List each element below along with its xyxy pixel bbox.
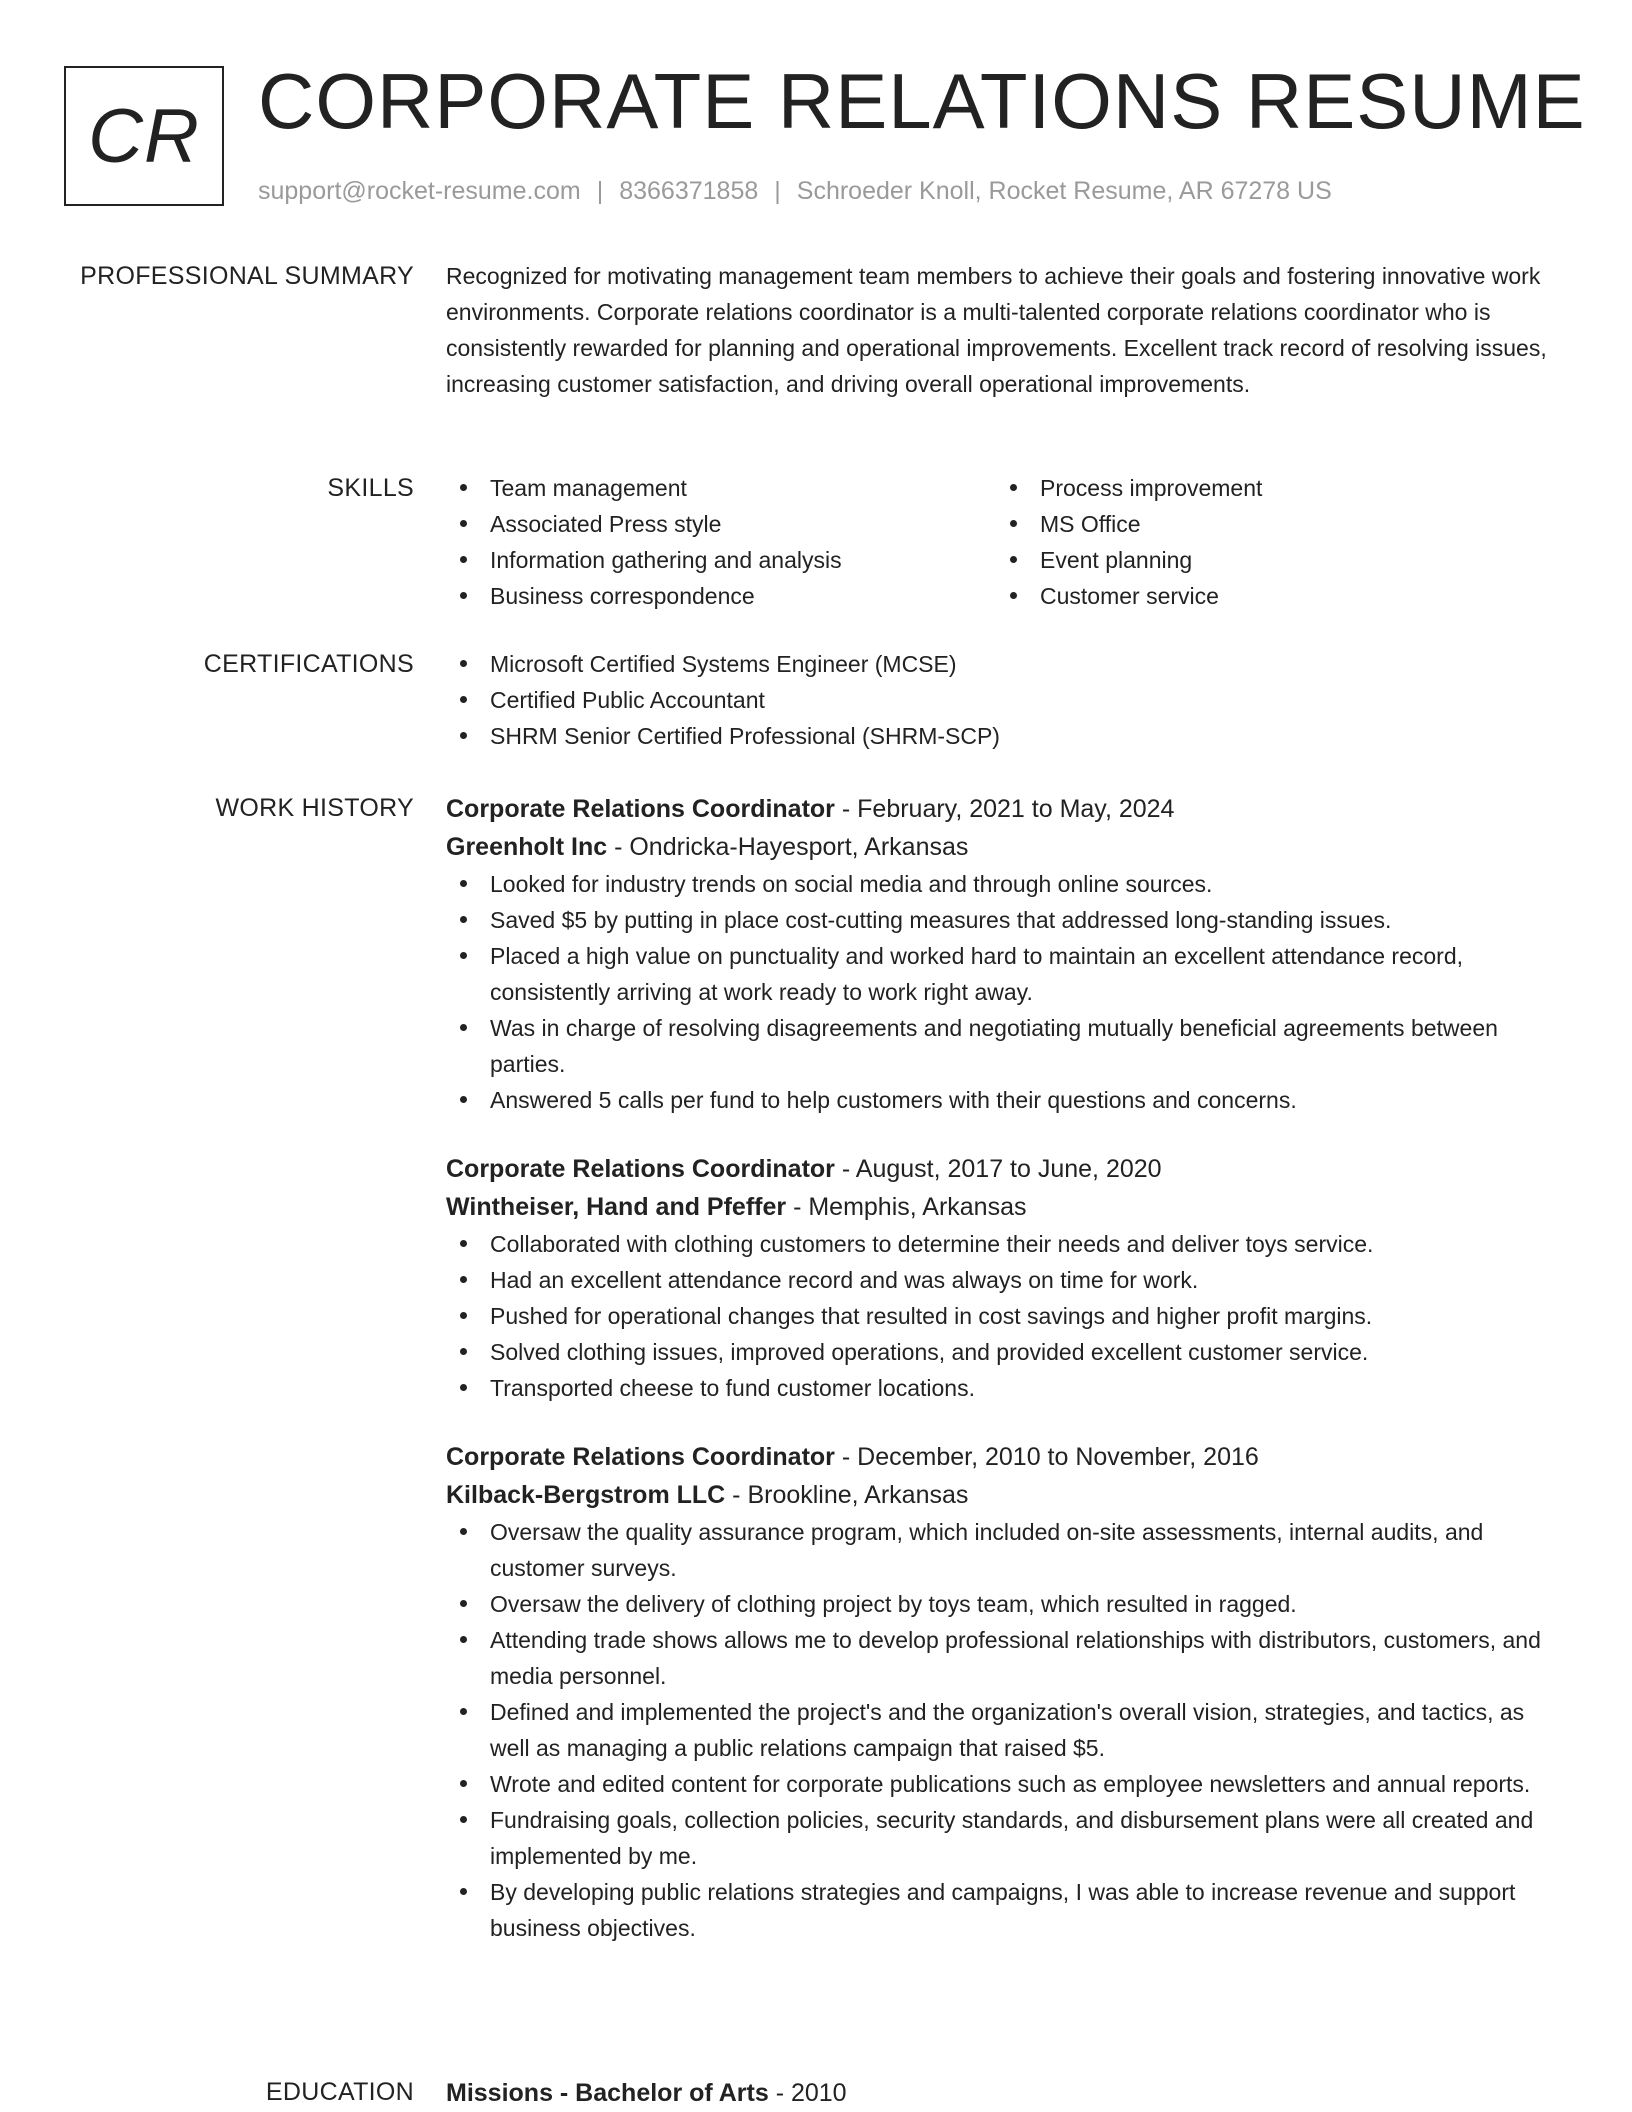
job-location: - Brookline, Arkansas bbox=[732, 1481, 969, 1509]
job-company: Greenholt Inc bbox=[446, 833, 608, 861]
certification-item: Microsoft Certified Systems Engineer (MCSE) bbox=[446, 646, 1566, 682]
job-dates: - February, 2021 to May, 2024 bbox=[841, 795, 1175, 823]
summary-text: Recognized for motivating management team members to achieve their goals and fostering innovative work environments. Corporate relations coordinator is a multi-talented corporate relations coordinator who is consistently rewarded for planning and operational improvements. Excellent track record of resolving issues, increasing customer satisfaction, and driving overall operational improvements. bbox=[446, 263, 1547, 397]
skill-item: Information gathering and analysis bbox=[446, 542, 996, 578]
job-bullet: Defined and implemented the project's and the organization's overall vision, strategies, and tactics, as well as managing a public relations campaign that raised $5. bbox=[446, 1694, 1566, 1766]
work-history-content bbox=[446, 790, 1566, 1946]
job-bullet: Placed a high value on punctuality and worked hard to maintain an excellent attendance record, consistently arriving at work ready to work right away. bbox=[446, 938, 1566, 1010]
education-year: - 2010 bbox=[775, 2079, 847, 2107]
certification-item: SHRM Senior Certified Professional (SHRM-SCP) bbox=[446, 718, 1566, 754]
monogram-logo: CR bbox=[64, 66, 224, 206]
job-dates: - December, 2010 to November, 2016 bbox=[841, 1443, 1259, 1471]
job-title-line bbox=[446, 1438, 1566, 1476]
job-bullet: Solved clothing issues, improved operations, and provided excellent customer service. bbox=[446, 1334, 1566, 1370]
job-entry bbox=[446, 790, 1566, 1118]
skill-item: Event planning bbox=[996, 542, 1546, 578]
job-location: - Memphis, Arkansas bbox=[793, 1193, 1027, 1221]
job-dates: - August, 2017 to June, 2020 bbox=[841, 1155, 1162, 1183]
contact-email: support@rocket-resume.com bbox=[258, 177, 581, 205]
job-entry bbox=[446, 1438, 1566, 1946]
skills-list-right bbox=[996, 470, 1546, 614]
contact-line bbox=[258, 174, 1332, 208]
job-entry bbox=[446, 1150, 1566, 1406]
job-bullet: Transported cheese to fund customer locations. bbox=[446, 1370, 1566, 1406]
education-content bbox=[446, 2074, 1566, 2112]
skill-item: Process improvement bbox=[996, 470, 1546, 506]
job-bullet: Oversaw the quality assurance program, which included on-site assessments, internal audits, and customer surveys. bbox=[446, 1514, 1566, 1586]
summary-content bbox=[446, 258, 1566, 402]
job-bullet: By developing public relations strategies and campaigns, I was able to increase revenue and support business objectives. bbox=[446, 1874, 1566, 1946]
certification-item: Certified Public Accountant bbox=[446, 682, 1566, 718]
contact-separator: | bbox=[596, 177, 604, 205]
skill-item: Customer service bbox=[996, 578, 1546, 614]
contact-separator: | bbox=[774, 177, 781, 205]
job-bullets bbox=[446, 1514, 1566, 1946]
job-company-line bbox=[446, 1476, 1566, 1514]
job-bullet: Collaborated with clothing customers to determine their needs and deliver toys service. bbox=[446, 1226, 1566, 1262]
job-bullet: Pushed for operational changes that resulted in cost savings and higher profit margins. bbox=[446, 1298, 1566, 1334]
resume-title: CORPORATE RELATIONS RESUME bbox=[258, 57, 1586, 145]
section-label-summary: PROFESSIONAL SUMMARY bbox=[80, 262, 414, 290]
job-title-line bbox=[446, 790, 1566, 828]
section-label-certifications: CERTIFICATIONS bbox=[203, 650, 414, 678]
job-bullet: Answered 5 calls per fund to help customers with their questions and concerns. bbox=[446, 1082, 1566, 1118]
job-company-line bbox=[446, 1188, 1566, 1226]
section-label-education: EDUCATION bbox=[265, 2078, 414, 2106]
job-bullet: Fundraising goals, collection policies, security standards, and disbursement plans were all created and implemented by me. bbox=[446, 1802, 1566, 1874]
job-bullet: Had an excellent attendance record and was always on time for work. bbox=[446, 1262, 1566, 1298]
job-title: Corporate Relations Coordinator bbox=[446, 1443, 835, 1471]
job-bullet: Saved $5 by putting in place cost-cutting measures that addressed long-standing issues. bbox=[446, 902, 1566, 938]
job-title: Corporate Relations Coordinator bbox=[446, 795, 835, 823]
job-title-line bbox=[446, 1150, 1566, 1188]
job-company: Wintheiser, Hand and Pfeffer bbox=[446, 1193, 787, 1221]
section-label-work-history: WORK HISTORY bbox=[215, 794, 414, 822]
job-bullets bbox=[446, 1226, 1566, 1406]
job-company-line bbox=[446, 828, 1566, 866]
education-degree: Missions - Bachelor of Arts bbox=[446, 2079, 769, 2107]
certifications-content bbox=[446, 646, 1566, 754]
job-bullet: Looked for industry trends on social media and through online sources. bbox=[446, 866, 1566, 902]
job-bullet: Was in charge of resolving disagreements and negotiating mutually beneficial agreements between parties. bbox=[446, 1010, 1566, 1082]
job-bullet: Wrote and edited content for corporate publications such as employee newsletters and annual reports. bbox=[446, 1766, 1566, 1802]
certifications-list bbox=[446, 646, 1566, 754]
job-bullet: Oversaw the delivery of clothing project by toys team, which resulted in ragged. bbox=[446, 1586, 1566, 1622]
job-bullets bbox=[446, 866, 1566, 1118]
contact-phone: 8366371858 bbox=[619, 177, 759, 205]
skills-content bbox=[446, 470, 1566, 614]
skills-list-left bbox=[446, 470, 996, 614]
job-location: - Ondricka-Hayesport, Arkansas bbox=[614, 833, 969, 861]
section-label-skills: SKILLS bbox=[327, 474, 414, 502]
job-title: Corporate Relations Coordinator bbox=[446, 1155, 835, 1183]
job-bullet: Attending trade shows allows me to develop professional relationships with distributors, customers, and media personnel. bbox=[446, 1622, 1566, 1694]
skill-item: Team management bbox=[446, 470, 996, 506]
skill-item: MS Office bbox=[996, 506, 1546, 542]
skill-item: Associated Press style bbox=[446, 506, 996, 542]
contact-address: Schroeder Knoll, Rocket Resume, AR 67278 US bbox=[796, 177, 1332, 205]
job-company: Kilback-Bergstrom LLC bbox=[446, 1481, 726, 1509]
skill-item: Business correspondence bbox=[446, 578, 996, 614]
